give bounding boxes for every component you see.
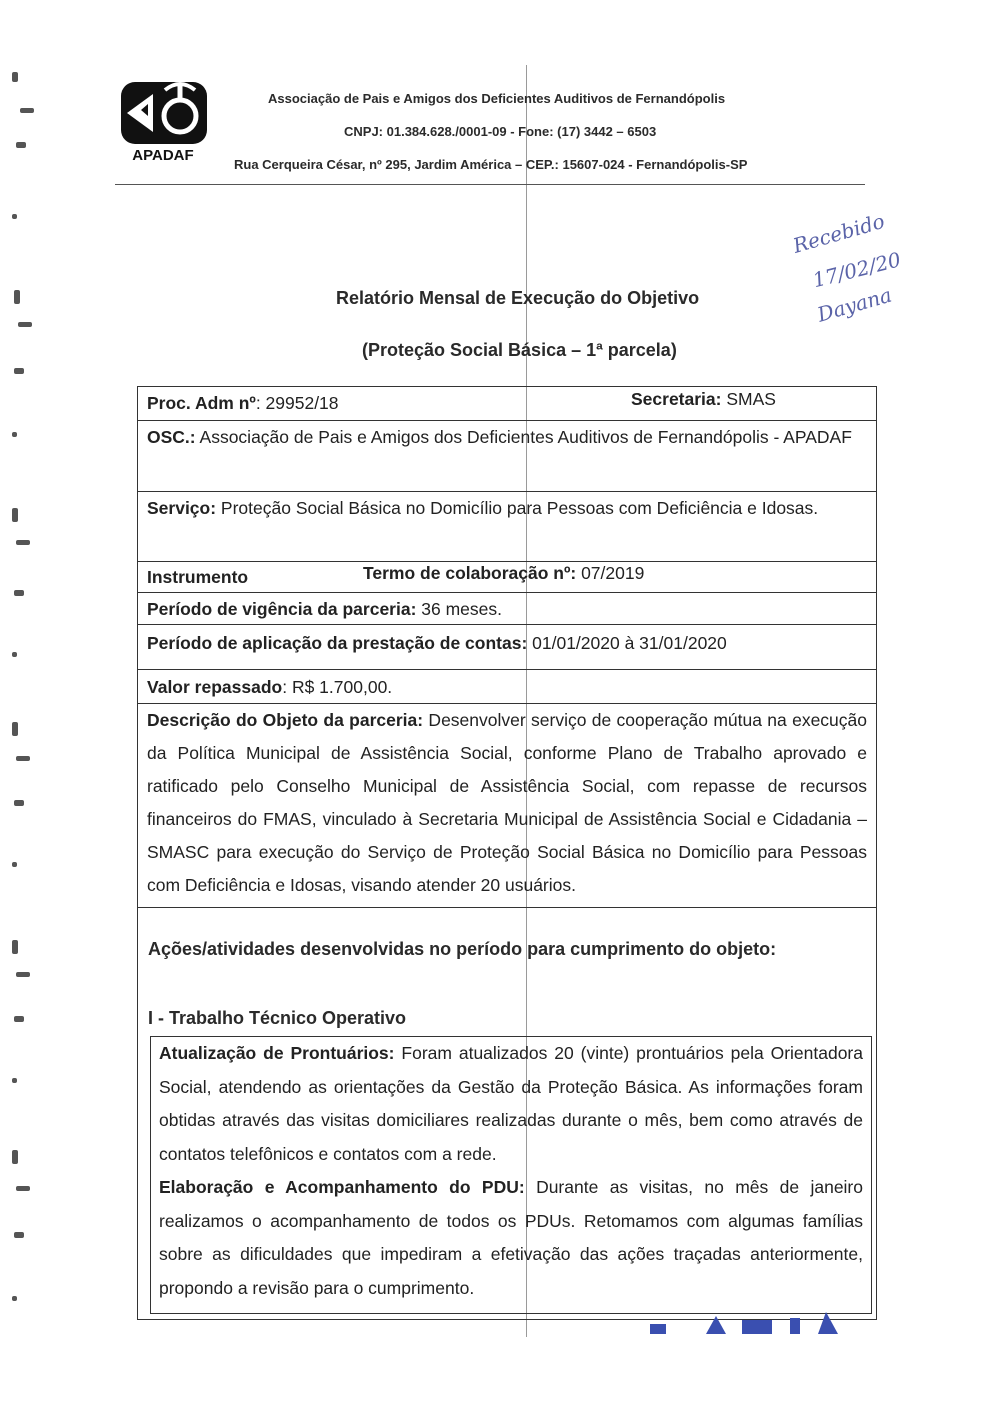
termo-label: Termo de colaboração nº: bbox=[363, 563, 577, 583]
handwritten-line-1: Recebido bbox=[790, 208, 888, 258]
proc-value: : 29952/18 bbox=[255, 393, 339, 413]
servico-label: Serviço: bbox=[147, 498, 217, 518]
proc-label: Proc. Adm nº bbox=[147, 393, 256, 413]
aplicacao-label: Período de aplicação da prestação de contas: bbox=[147, 633, 528, 653]
row-proc bbox=[138, 387, 876, 421]
valor-value: : R$ 1.700,00. bbox=[282, 677, 393, 697]
row-vigencia bbox=[138, 593, 876, 625]
section1-box bbox=[150, 1036, 872, 1314]
vigencia-label: Período de vigência da parceria: bbox=[147, 599, 417, 619]
secretaria-value: SMAS bbox=[721, 389, 776, 409]
termo-value: 07/2019 bbox=[576, 563, 645, 583]
scan-stamp-fragment bbox=[648, 1310, 848, 1340]
report-subtitle: (Proteção Social Básica – 1ª parcela) bbox=[362, 340, 677, 360]
secretaria bbox=[631, 383, 776, 416]
section1-heading: I - Trabalho Técnico Operativo bbox=[148, 1008, 407, 1028]
apadaf-logo bbox=[117, 80, 209, 162]
pdu-text: Durante as visitas, no mês de janeiro realizamos o acompanhamento de todos os PDUs. Retomamos com algumas famílias sobre as dificuldades que impediram a efetivação das ações traçadas anteriormente, propondo a revisão para o cumprimento. bbox=[159, 1177, 863, 1298]
handwritten-line-3: Dayana bbox=[814, 282, 895, 327]
descricao-value: Desenvolver serviço de cooperação mútua na execução da Política Municipal de Assistência Social, conforme Plano de Trabalho aprovado e ratificado pelo Conselho Municipal de Assistência Social, com repasse de recursos financeiros do FMAS, vinculado à Secretaria Municipal de Assistência Social e Cidadania – SMASC para execução do Serviço de Proteção Social Básica no Domicílio para Pessoas com Deficiência e Idosas, visando atender 20 usuários. bbox=[147, 710, 868, 895]
actions-heading: Ações/atividades desenvolvidas no período para cumprimento do objeto: bbox=[148, 939, 777, 959]
address-line: Rua Cerqueira César, nº 295, Jardim América – CEP.: 15607-024 - Fernandópolis-SP bbox=[234, 157, 748, 172]
termo bbox=[363, 558, 644, 589]
valor-label: Valor repassado bbox=[147, 677, 283, 697]
pdu-paragraph bbox=[159, 1171, 863, 1305]
servico-value: Proteção Social Básica no Domicílio para Pessoas com Deficiência e Idosas. bbox=[216, 498, 819, 518]
org-name: Associação de Pais e Amigos dos Deficientes Auditivos de Fernandópolis bbox=[268, 91, 726, 106]
handwritten-line-2: 17/02/20 bbox=[810, 247, 904, 293]
row-descricao bbox=[138, 704, 876, 907]
pdu-label: Elaboração e Acompanhamento do PDU: bbox=[159, 1177, 525, 1197]
logo-text: APADAF bbox=[132, 147, 194, 164]
row-aplicacao bbox=[138, 625, 876, 670]
row-valor bbox=[138, 670, 876, 704]
secretaria-label: Secretaria: bbox=[631, 389, 722, 409]
prontuarios-text: Foram atualizados 20 (vinte) prontuários pela Orientadora Social, atendendo as orientações da Gestão da Proteção Básica. As informações foram obtidas através das visitas domiciliares realizadas durante o mês, bem como através de contatos telefônicos e contatos com a rede. bbox=[159, 1043, 863, 1164]
cnpj-line: CNPJ: 01.384.628./0001-09 - Fone: (17) 3442 – 6503 bbox=[344, 124, 657, 139]
header-divider bbox=[115, 184, 865, 185]
instrumento-label: Instrumento bbox=[147, 567, 249, 587]
row-servico bbox=[138, 492, 876, 562]
row-instrumento bbox=[138, 562, 876, 593]
aplicacao-value: 01/01/2020 à 31/01/2020 bbox=[527, 633, 727, 653]
vigencia-value: 36 meses. bbox=[416, 599, 503, 619]
info-table bbox=[137, 386, 877, 908]
report-title: Relatório Mensal de Execução do Objetivo bbox=[336, 288, 700, 308]
row-osc bbox=[138, 421, 876, 492]
prontuarios-label: Atualização de Prontuários: bbox=[159, 1043, 395, 1063]
osc-value: Associação de Pais e Amigos dos Deficientes Auditivos de Fernandópolis - APADAF bbox=[195, 427, 852, 447]
prontuarios-paragraph bbox=[159, 1037, 863, 1171]
handwritten-receipt-note bbox=[790, 190, 950, 330]
descricao-label: Descrição do Objeto da parceria: bbox=[147, 710, 424, 730]
osc-label: OSC.: bbox=[147, 427, 196, 447]
